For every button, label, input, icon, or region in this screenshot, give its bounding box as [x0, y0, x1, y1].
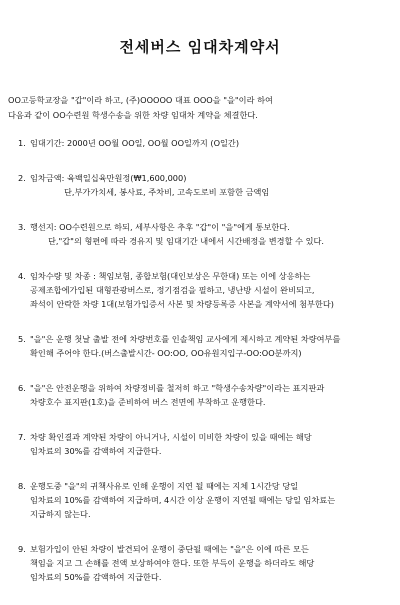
- clause-line: 임차료의 30%를 감액하여 지급한다.: [30, 446, 162, 456]
- clause-line: "을"은 안전운행을 위하여 차량정비를 철저히 하고 "학생수송차량"이라는 표지판과: [30, 383, 325, 393]
- clause-line: 임차료의 50%를 감액하여 지급한다.: [30, 572, 162, 582]
- clause-number: 9.: [18, 544, 26, 554]
- document-title: 전세버스 임대차계약서: [119, 38, 281, 56]
- clause-7: [18, 430, 394, 458]
- clause-line: 보험가입이 안된 차량이 발견되어 운행이 중단될 때에는 "을"은 이에 따른 모든: [30, 544, 309, 554]
- clause-2: [18, 171, 394, 199]
- clause-number: 4.: [18, 271, 26, 281]
- clause-number: 3.: [18, 222, 26, 232]
- clause-number: 7.: [18, 432, 26, 442]
- clause-line: 단,부가가치세, 봉사료, 주차비, 고속도로비 포함한 금액임: [64, 187, 270, 197]
- clause-line: 차량 확인결과 계약된 차량이 아니거나, 시설이 미비한 차량이 있을 때에는 해당: [30, 432, 312, 442]
- clause-number: 1.: [18, 138, 26, 148]
- clause-list: [18, 136, 394, 605]
- intro-paragraph: [8, 93, 394, 123]
- clause-line: 임대기간: 2000년 OO월 OO일, OO월 OO일까지 (O일간): [30, 138, 240, 148]
- clause-number: 2.: [18, 173, 26, 183]
- clause-line: 단,"갑"의 형편에 따라 경유지 및 임대기간 내에서 시간배정을 변경할 수 있다.: [48, 236, 325, 246]
- clause-line: 운행도중 "을"의 귀책사유로 인해 운행이 지연 될 때에는 지체 1시간당 당일: [30, 481, 299, 491]
- clause-line: 확인해 주어야 한다.(버스출발시간- OO:OO, OO유원지입구-OO:OO분까지): [30, 348, 302, 358]
- clause-number: 6.: [18, 383, 26, 393]
- clause-line: 책임을 지고 그 손해를 전액 보상하여야 한다. 또한 부득이 운행을 하더라도 해당: [30, 558, 315, 568]
- intro-line: 다음과 같이 OO수련원 학생수송을 위한 차량 임대차 계약을 체결한다.: [8, 110, 258, 120]
- clause-line: 차량호수 표지판(1호)을 준비하여 버스 전면에 부착하고 운행한다.: [30, 397, 266, 407]
- clause-number: 8.: [18, 481, 26, 491]
- clause-8: [18, 479, 394, 521]
- clause-6: [18, 381, 394, 409]
- clause-line: 행선지: OO수련원으로 하되, 세부사항은 추후 "갑"이 "을"에게 통보한다.: [30, 222, 290, 232]
- clause-line: 지급하지 않는다.: [30, 509, 91, 519]
- clause-line: 좌석이 안락한 차량 1대(보험가입증서 사본 및 차량등록증 사본을 계약서에 첨부한다): [30, 299, 334, 309]
- clause-line: 임차수량 및 차종 : 책임보험, 종합보험(대인보상은 무한대) 또는 이에 상응하는: [30, 271, 311, 281]
- clause-9: [18, 542, 394, 584]
- clause-3: [18, 220, 394, 248]
- clause-line: 공제조합에가입된 대형관광버스로, 정기점검을 필하고, 냉난방 시설이 완비되고,: [30, 285, 315, 295]
- intro-line: OO고등학교장을 "갑"이라 하고, (주)OOOOO 대표 OOO을 "을"이라 하여: [8, 95, 273, 105]
- clause-line: 임차료의 10%를 감액하여 지급하며, 4시간 이상 운행이 지연될 때에는 당일 임차료는: [30, 495, 336, 505]
- clause-4: [18, 269, 394, 311]
- clause-number: 5.: [18, 334, 26, 344]
- clause-1: [18, 136, 394, 150]
- clause-line: 임차금액: 육백일십육만원정(₩1,600,000): [30, 173, 187, 183]
- clause-5: [18, 332, 394, 360]
- clause-line: "을"은 운행 첫날 출발 전에 차량번호를 인솔책임 교사에게 제시하고 계약된 차량여부를: [30, 334, 341, 344]
